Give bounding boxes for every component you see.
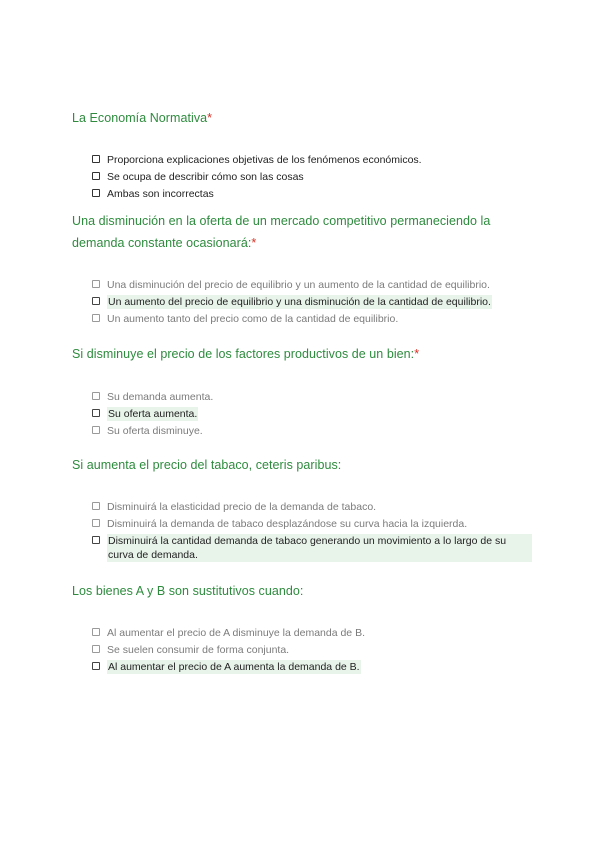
question-1-title: La Economía Normativa* xyxy=(72,111,213,125)
checkbox-icon[interactable] xyxy=(92,502,100,510)
q1-option-3[interactable]: Ambas son incorrectas xyxy=(92,187,532,201)
q4-option-3[interactable]: Disminuirá la cantidad demanda de tabaco generando un movimiento a lo largo de su curva de demanda. xyxy=(92,534,532,562)
checkbox-icon[interactable] xyxy=(92,409,100,417)
required-asterisk: * xyxy=(414,347,420,361)
q2-option-2[interactable]: Un aumento del precio de equilibrio y una disminución de la cantidad de equilibrio. xyxy=(92,295,532,309)
checkbox-icon[interactable] xyxy=(92,189,100,197)
checkbox-icon[interactable] xyxy=(92,426,100,434)
q4-option-2[interactable]: Disminuirá la demanda de tabaco desplazándose su curva hacia la izquierda. xyxy=(92,517,532,531)
q3-option-1[interactable]: Su demanda aumenta. xyxy=(92,390,532,404)
q4-option-1[interactable]: Disminuirá la elasticidad precio de la demanda de tabaco. xyxy=(92,500,532,514)
checkbox-icon[interactable] xyxy=(92,155,100,163)
checkbox-icon[interactable] xyxy=(92,297,100,305)
checkbox-icon[interactable] xyxy=(92,172,100,180)
q2-option-3[interactable]: Un aumento tanto del precio como de la cantidad de equilibrio. xyxy=(92,312,532,326)
q3-option-3[interactable]: Su oferta disminuye. xyxy=(92,424,532,438)
question-3-title: Si disminuye el precio de los factores productivos de un bien:* xyxy=(72,347,420,361)
q1-option-2[interactable]: Se ocupa de describir cómo son las cosas xyxy=(92,170,532,184)
question-5-title: Los bienes A y B son sustitutivos cuando: xyxy=(72,584,304,598)
question-3-options xyxy=(92,390,532,441)
checkbox-icon[interactable] xyxy=(92,280,100,288)
question-4-title: Si aumenta el precio del tabaco, ceteris paribus: xyxy=(72,458,342,472)
q1-option-1[interactable]: Proporciona explicaciones objetivas de los fenómenos económicos. xyxy=(92,153,532,167)
required-asterisk: * xyxy=(207,111,213,125)
q2-option-1[interactable]: Una disminución del precio de equilibrio y un aumento de la cantidad de equilibrio. xyxy=(92,278,532,292)
question-5-options xyxy=(92,626,532,677)
question-1-options xyxy=(92,153,532,204)
q5-option-1[interactable]: Al aumentar el precio de A disminuye la demanda de B. xyxy=(92,626,532,640)
question-2-options xyxy=(92,278,532,329)
question-4-options xyxy=(92,500,532,565)
q5-option-3[interactable]: Al aumentar el precio de A aumenta la demanda de B. xyxy=(92,660,532,674)
question-2-title: Una disminución en la oferta de un mercado competitivo permaneciendo la demanda constante ocasionará:* xyxy=(72,214,491,250)
q3-option-2[interactable]: Su oferta aumenta. xyxy=(92,407,532,421)
checkbox-icon[interactable] xyxy=(92,662,100,670)
q5-option-2[interactable]: Se suelen consumir de forma conjunta. xyxy=(92,643,532,657)
checkbox-icon[interactable] xyxy=(92,536,100,544)
checkbox-icon[interactable] xyxy=(92,628,100,636)
checkbox-icon[interactable] xyxy=(92,314,100,322)
required-asterisk: * xyxy=(251,236,257,250)
checkbox-icon[interactable] xyxy=(92,392,100,400)
checkbox-icon[interactable] xyxy=(92,519,100,527)
checkbox-icon[interactable] xyxy=(92,645,100,653)
